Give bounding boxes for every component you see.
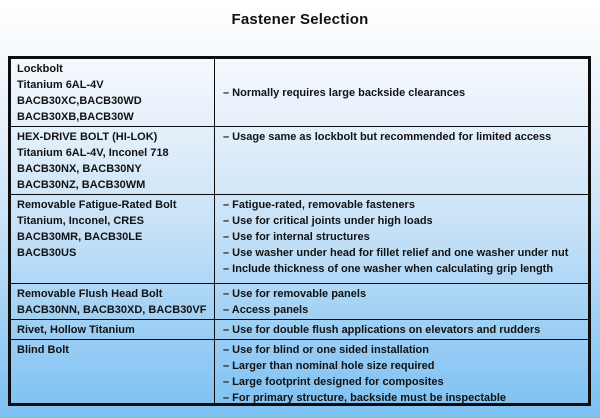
fastener-line: Removable Flush Head Bolt: [17, 288, 163, 300]
note-line: – Normally requires large backside clearances: [223, 87, 466, 99]
note-line: – Use for removable panels: [223, 288, 367, 300]
fastener-cell: [11, 59, 215, 126]
note-line: – Include thickness of one washer when calculating grip length: [223, 263, 554, 275]
note-line: – Access panels: [223, 304, 309, 316]
table-row: [11, 339, 588, 403]
fastener-cell: [11, 340, 215, 403]
table-row: [11, 319, 588, 339]
table-row: [11, 126, 588, 194]
note-line: – Use for double flush applications on elevators and rudders: [223, 324, 541, 336]
table-row: [11, 194, 588, 283]
notes-cell: [215, 195, 588, 283]
page-title: Fastener Selection: [231, 11, 369, 28]
fastener-line: BACB30MR, BACB30LE: [17, 231, 143, 243]
notes-cell: [215, 340, 588, 403]
fastener-line: Titanium, Inconel, CRES: [17, 215, 144, 227]
note-line: – Usage same as lockbolt but recommended for limited access: [223, 131, 552, 143]
fastener-cell: [11, 195, 215, 283]
table-row: [11, 283, 588, 319]
fastener-cell: [11, 284, 215, 319]
fastener-line: BACB30NZ, BACB30WM: [17, 179, 146, 191]
notes-cell: [215, 127, 588, 194]
fastener-line: Lockbolt: [17, 63, 63, 75]
note-line: – Use for blind or one sided installation: [223, 344, 429, 356]
fastener-line: Removable Fatigue-Rated Bolt: [17, 199, 177, 211]
note-line: – Larger than nominal hole size required: [223, 360, 435, 372]
fastener-cell: [11, 320, 215, 339]
notes-cell: [215, 59, 588, 126]
note-line: – Fatigue-rated, removable fasteners: [223, 199, 415, 211]
fastener-line: Titanium 6AL-4V, Inconel 718: [17, 147, 169, 159]
fastener-line: BACB30XB,BACB30W: [17, 111, 134, 123]
table-row: [11, 59, 588, 126]
note-line: – Use for internal structures: [223, 231, 370, 243]
notes-cell: [215, 320, 588, 339]
fastener-line: Blind Bolt: [17, 344, 69, 356]
fastener-line: Titanium 6AL-4V: [17, 79, 104, 91]
fastener-line: Rivet, Hollow Titanium: [17, 324, 135, 336]
notes-cell: [215, 284, 588, 319]
fastener-line: BACB30XC,BACB30WD: [17, 95, 142, 107]
note-line: – For primary structure, backside must be inspectable: [223, 392, 507, 403]
fastener-line: HEX-DRIVE BOLT (HI-LOK): [17, 131, 158, 143]
fastener-line: BACB30NN, BACB30XD, BACB30VF: [17, 304, 207, 316]
fastener-line: BACB30NX, BACB30NY: [17, 163, 142, 175]
fastener-line: BACB30US: [17, 247, 77, 259]
fastener-table: [8, 56, 591, 406]
note-line: – Use for critical joints under high loads: [223, 215, 433, 227]
note-line: – Large footprint designed for composites: [223, 376, 444, 388]
note-line: – Use washer under head for fillet relief and one washer under nut: [223, 247, 569, 259]
fastener-cell: [11, 127, 215, 194]
